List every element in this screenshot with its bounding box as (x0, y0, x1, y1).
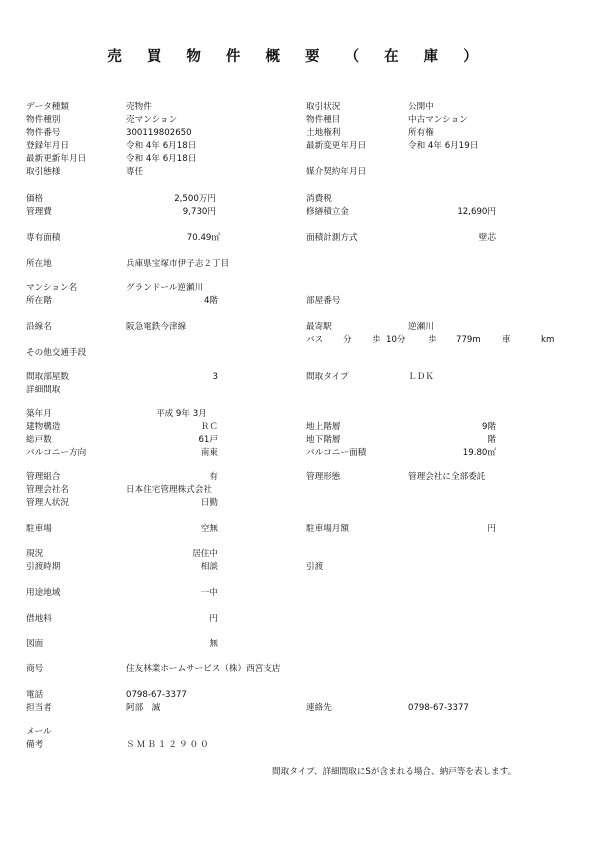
label-other-transport: その他交通手段 (26, 348, 87, 358)
label-contact: 連絡先 (306, 703, 332, 713)
transport-bus: バス (306, 335, 324, 345)
label-phone: 電話 (26, 690, 44, 700)
transport-bus-minutes: 分 (343, 335, 352, 345)
label-property-no: 物件番号 (26, 128, 61, 138)
label-handover: 引渡 (306, 562, 324, 572)
value-above-floors: 9階 (481, 422, 496, 432)
value-zoning: 一中 (200, 588, 218, 598)
value-property-no: 300119802650 (126, 128, 192, 138)
label-below-floors: 地下階層 (306, 435, 341, 445)
value-price: 2,500万円 (174, 194, 216, 204)
value-floor: 4階 (203, 296, 218, 306)
transport-walk-minutes: 10分 (386, 335, 406, 345)
value-land-right: 所有権 (408, 128, 434, 138)
value-mgmt-company: 日本住宅管理株式会社 (126, 485, 212, 495)
label-union: 管理組合 (26, 472, 61, 482)
label-change-date: 最新変更年月日 (306, 141, 367, 151)
label-mgmt-company: 管理会社名 (26, 485, 69, 495)
label-layout-type: 間取タイプ (306, 372, 349, 382)
label-repair-reserve: 修繕積立金 (306, 207, 349, 217)
label-total-units: 総戸数 (26, 435, 52, 445)
label-above-floors: 地上階層 (306, 422, 341, 432)
label-trade-mode: 取引態様 (26, 167, 61, 177)
value-area-method: 壁芯 (478, 233, 496, 243)
value-property-item: 中古マンション (408, 115, 468, 125)
value-remarks: ＳＭＢ１２９００ (126, 740, 211, 750)
value-built: 平成 9年 3月 (156, 409, 207, 419)
value-station: 逆瀬川 (408, 322, 434, 332)
value-layout-type: ＬＤＫ (408, 372, 434, 382)
label-company: 商号 (26, 664, 44, 674)
label-manager: 管理人状況 (26, 498, 69, 508)
value-property-type: 売マンション (126, 115, 178, 125)
label-property-type: 物件種別 (26, 115, 61, 125)
label-trade-status: 取引状況 (306, 102, 341, 112)
value-balcony-direction: 南東 (200, 448, 218, 458)
value-person: 阿部 誠 (126, 703, 161, 713)
label-price: 価格 (26, 194, 44, 204)
value-land-rent: 円 (209, 614, 218, 624)
label-consumption-tax: 消費税 (306, 194, 332, 204)
label-floor: 所在階 (26, 296, 52, 306)
value-parking: 空無 (200, 524, 218, 534)
transport-walk2: 歩 (428, 335, 437, 345)
label-room-no: 部屋番号 (306, 296, 341, 306)
label-data-kind: データ種類 (26, 102, 69, 112)
label-area: 専有面積 (26, 233, 61, 243)
value-area: 70.49㎡ (186, 233, 220, 243)
transport-distance: 779m (456, 335, 481, 345)
label-handover-time: 引渡時期 (26, 562, 61, 572)
value-union: 有 (209, 472, 218, 482)
transport-km: km (541, 335, 555, 345)
label-remarks: 備考 (26, 740, 44, 750)
label-mgmt-fee: 管理費 (26, 207, 52, 217)
label-plan: 図面 (26, 639, 44, 649)
label-land-right: 土地権利 (306, 128, 341, 138)
label-balcony-area: バルコニー面積 (306, 448, 367, 458)
value-plan: 無 (209, 639, 218, 649)
value-contact: 0798-67-3377 (408, 703, 469, 713)
label-line: 沿線名 (26, 322, 52, 332)
label-location: 所在地 (26, 259, 52, 269)
transport-walk: 歩 (372, 335, 381, 345)
footnote: 間取タイプ、詳細間取にSが含まれる場合、納戸等を表します。 (272, 767, 517, 777)
label-contract-date: 媒介契約年月日 (306, 167, 367, 177)
value-manager: 日勤 (200, 498, 218, 508)
value-reg-date: 令和 4年 6月18日 (126, 141, 197, 151)
transport-car: 車 (502, 335, 511, 345)
label-rooms: 間取部屋数 (26, 372, 69, 382)
value-location: 兵庫県宝塚市伊子志２丁目 (126, 259, 230, 269)
label-parking-fee: 駐車場月額 (306, 524, 349, 534)
value-trade-mode: 専任 (126, 167, 144, 177)
label-current-status: 現況 (26, 549, 44, 559)
value-rooms: 3 (212, 372, 218, 382)
value-balcony-area: 19.80㎡ (462, 448, 496, 458)
value-below-floors: 階 (487, 435, 496, 445)
value-mgmt-fee: 9,730円 (182, 207, 216, 217)
label-layout-detail: 詳細間取 (26, 385, 61, 395)
value-current-status: 居住中 (192, 549, 218, 559)
value-mgmt-form: 管理会社に全部委託 (408, 472, 486, 482)
label-built: 築年月 (26, 409, 52, 419)
label-mansion-name: マンション名 (26, 283, 78, 293)
label-update-date: 最新更新年月日 (26, 154, 87, 164)
value-change-date: 令和 4年 6月19日 (408, 141, 479, 151)
label-balcony-direction: バルコニー方向 (26, 448, 87, 458)
label-property-item: 物件種目 (306, 115, 341, 125)
value-structure: ＲＣ (200, 422, 218, 432)
value-repair-reserve: 12,690円 (457, 207, 496, 217)
value-update-date: 令和 4年 6月18日 (126, 154, 197, 164)
label-mgmt-form: 管理形態 (306, 472, 341, 482)
value-handover-time: 相談 (200, 562, 218, 572)
value-total-units: 61戸 (198, 435, 218, 445)
value-data-kind: 売物件 (126, 102, 152, 112)
label-land-rent: 借地料 (26, 614, 52, 624)
label-person: 担当者 (26, 703, 52, 713)
value-company: 住友林業ホームサービス（株）西宮支店 (126, 664, 281, 674)
label-zoning: 用途地域 (26, 588, 61, 598)
label-reg-date: 登録年月日 (26, 141, 69, 151)
value-line: 阪急電鉄今津線 (126, 322, 187, 332)
label-parking: 駐車場 (26, 524, 52, 534)
value-mansion-name: グランドール逆瀬川 (126, 283, 204, 293)
label-area-method: 面積計測方式 (306, 233, 358, 243)
label-station: 最寄駅 (306, 322, 332, 332)
value-trade-status: 公開中 (408, 102, 434, 112)
value-phone: 0798-67-3377 (126, 690, 187, 700)
label-structure: 建物構造 (26, 422, 61, 432)
label-mail: メール (26, 727, 52, 737)
value-parking-fee: 円 (487, 524, 496, 534)
document-title: 売 買 物 件 概 要 （ 在 庫 ） (107, 49, 488, 65)
